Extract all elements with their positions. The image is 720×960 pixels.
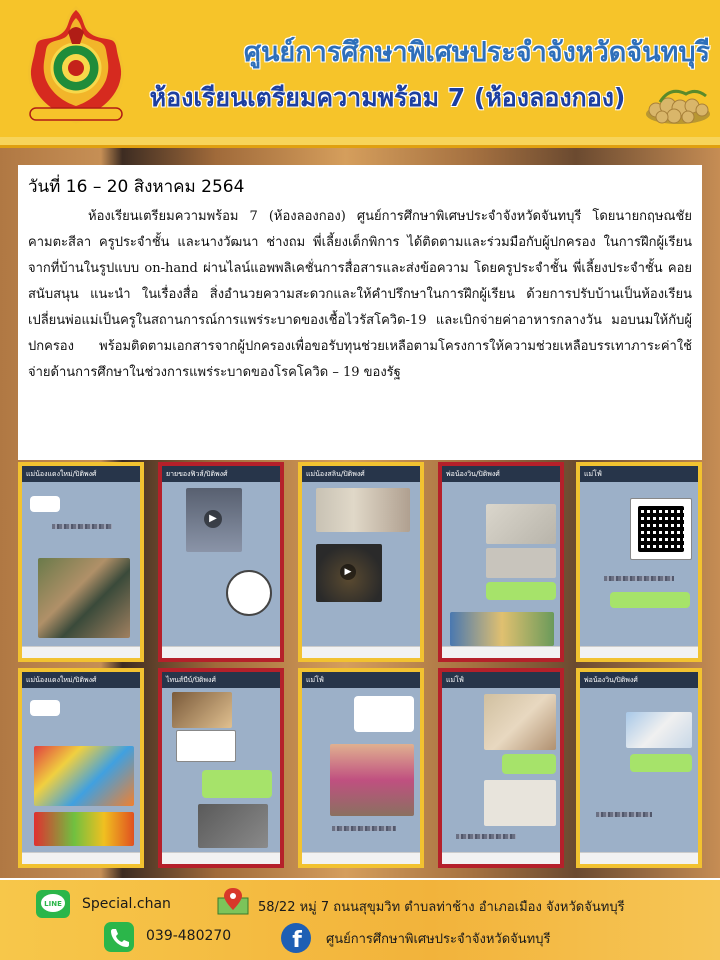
chat-bubble (486, 582, 556, 600)
chat-title: แม่โฟ์ (302, 672, 420, 688)
line-chat-screenshot (18, 668, 144, 868)
center-name-title: ศูนย์การศึกษาพิเศษประจำจังหวัดจันทบุรี (243, 37, 710, 68)
line-chat-screenshot (576, 668, 702, 868)
chat-title: แม่น้องสลิน/ปิติพงศ์ (302, 466, 420, 482)
play-icon: ▶ (340, 564, 356, 580)
chat-input-bar (580, 852, 698, 864)
blurred-name (52, 524, 112, 529)
blurred-name (604, 576, 674, 581)
blurred-name (332, 826, 396, 831)
chat-photo (34, 812, 134, 846)
document-photo (484, 694, 556, 750)
chat-input-bar (302, 852, 420, 864)
facebook-icon (280, 922, 312, 954)
chat-bubble (630, 754, 692, 772)
chat-title: แม่โฟ์ (442, 672, 560, 688)
chat-photo (486, 504, 556, 544)
article-paragraph: ห้องเรียนเตรียมความพร้อม 7 (ห้องลองกอง) ศูนย์การศึกษาพิเศษประจำจังหวัดจันทบุรี โดยนายกฤษณชัย คามตะสีลา ครูประจำชั้น และนางวัฒนา ช่างถม พี่เลี้ยงเด็กพิการ ได้ติดตามและร่วมมือกับผู้ปกครอง ในการฝึกผู้เรียนจากที่บ้านในรูปแบบ on-hand ผ่านไลน์แอพพลิเคชั่นการสื่อสารและส่งข้อความ โดยครูประจำชั้น พี่เลี้ยงประจำชั้น คอยสนับสนุน แนะนำ ในเรื่องสื่อ สิ่งอำนวยความสะดวกและให้คำปรึกษาในการฝึกผู้เรียน ด้วยการปรับบ้านเป็นห้องเรียนเปลี่ยนพ่อแม่เป็นครูในสถานการณ์การแพร่ระบาดของเชื้อไวรัสโควิด-19 และเบิกจ่ายค่าอาหารกลางวัน มอบนมให้กับผู้ปกครอง พร้อมติดตามเอกสารจากผู้ปกครองเพื่อขอรับทุนช่วยเหลือตามโครงการให้ความช่วยเหลือบรรเทาภาระค่าใช้จ่ายด้านการศึกษาในช่วงการแพร่ระบาดของโรคโควิด – 19 ของรัฐ (28, 209, 692, 380)
chat-title: แม่น้องแดงใหม่/ปิติพงศ์ (22, 672, 140, 688)
chat-title: พ่อน้องวิน/ปิติพงศ์ (442, 466, 560, 482)
school-emblem-logo (22, 4, 130, 126)
facebook-page-name[interactable]: ศูนย์การศึกษาพิเศษประจำจังหวัดจันทบุรี (326, 932, 551, 947)
page-footer (0, 878, 720, 960)
qr-pattern (638, 506, 684, 552)
line-chat-screenshot (298, 668, 424, 868)
line-app-icon (36, 890, 70, 918)
document-photo (484, 780, 556, 826)
page-header (0, 0, 720, 148)
chat-photo (330, 744, 414, 816)
chat-bubble (610, 592, 690, 608)
line-chat-screenshot (158, 668, 284, 868)
blurred-name (596, 812, 652, 817)
map-pin-icon (216, 886, 250, 916)
chat-input-bar (22, 646, 140, 658)
chat-bubble (202, 770, 272, 798)
chat-input-bar (162, 852, 280, 864)
chat-input-bar (162, 646, 280, 658)
phone-icon (104, 922, 134, 952)
article-date: วันที่ 16 – 20 สิงหาคม 2564 (28, 177, 245, 197)
chat-input-bar (302, 646, 420, 658)
document-photo (176, 730, 236, 762)
sticker-image (226, 570, 272, 616)
chat-photo (34, 746, 134, 806)
chat-bubble (502, 754, 556, 774)
chat-photo (172, 692, 232, 728)
phone-number[interactable]: 039-480270 (146, 928, 232, 944)
chat-input-bar (22, 852, 140, 864)
chat-photo (450, 612, 554, 646)
svg-text:f: f (292, 928, 302, 953)
chat-title: พ่อน้องวิน/ปิติพงศ์ (580, 672, 698, 688)
line-chat-screenshot (438, 462, 564, 662)
chat-input-bar (442, 646, 560, 658)
chat-photo (198, 804, 268, 848)
play-icon: ▶ (204, 510, 222, 528)
line-chat-screenshot (298, 462, 424, 662)
chat-title: แม่โฟ์ (580, 466, 698, 482)
chat-photo (316, 488, 410, 532)
chat-photo (38, 558, 130, 638)
chat-photo (486, 548, 556, 578)
chat-title: ยายของฟิวส์/ปิติพงศ์ (162, 466, 280, 482)
blurred-name (456, 834, 516, 839)
news-article (18, 165, 702, 460)
payment-slip-bubble (354, 696, 414, 732)
line-icon-text: LINE (44, 900, 62, 908)
chat-title: แม่น้องแดงใหม่/ปิติพงศ์ (22, 466, 140, 482)
chat-bubble (30, 700, 60, 716)
line-chat-screenshot (18, 462, 144, 662)
document-photo (626, 712, 692, 748)
longkong-fruit-image (640, 80, 712, 128)
line-chat-screenshot (158, 462, 284, 662)
line-id[interactable]: Special.chan (82, 896, 171, 912)
address-text: 58/22 หมู่ 7 ถนนสุขุมวิท ตำบลท่าช้าง อำเภอเมือง จังหวัดจันทบุรี (258, 900, 625, 915)
chat-title: ไทนส์บีบ์/ปิติพงศ์ (162, 672, 280, 688)
chat-input-bar (580, 646, 698, 658)
line-chat-screenshot (576, 462, 702, 662)
chat-bubble (30, 496, 60, 512)
chat-input-bar (442, 852, 560, 864)
line-chat-screenshot (438, 668, 564, 868)
classroom-title: ห้องเรียนเตรียมความพร้อม 7 (ห้องลองกอง) (149, 83, 626, 112)
